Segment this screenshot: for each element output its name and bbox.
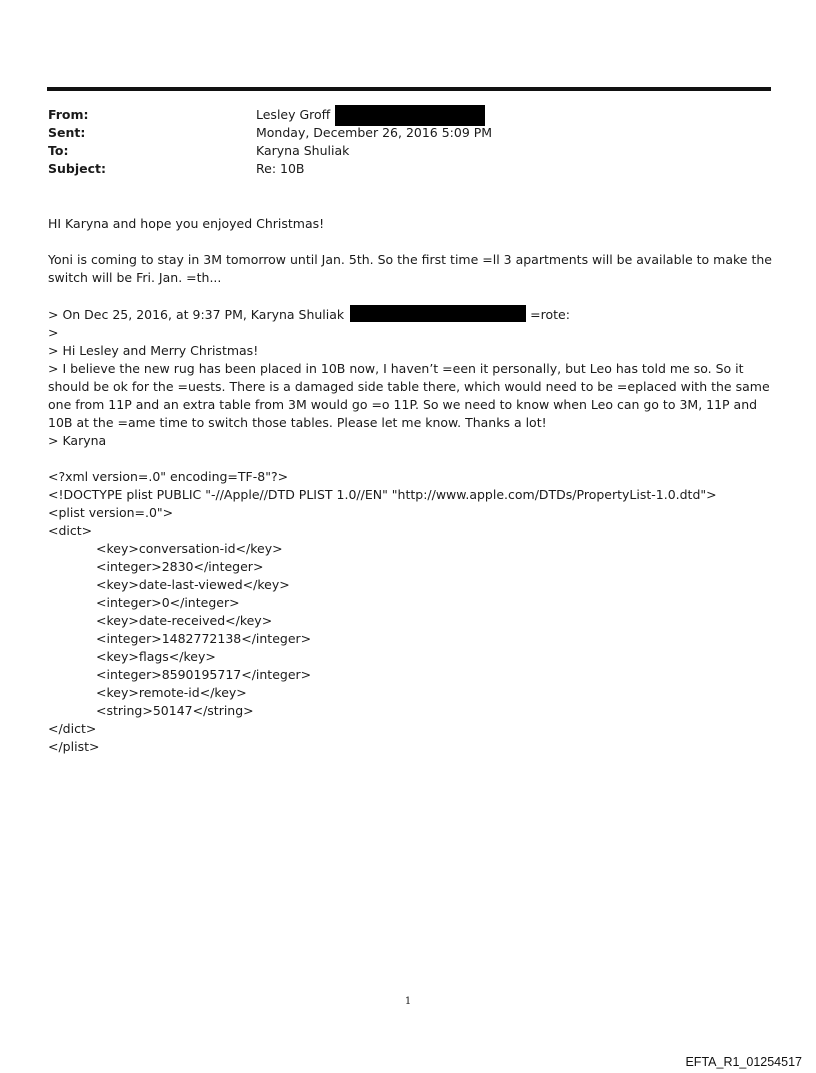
dict-open: <dict> bbox=[48, 523, 93, 538]
subject-label: Subject: bbox=[48, 161, 106, 176]
plist-entry: <key>remote-id</key> bbox=[96, 685, 247, 700]
header-divider bbox=[47, 87, 771, 91]
subject-row bbox=[48, 160, 492, 178]
to-row bbox=[48, 142, 492, 160]
plist-xml-declaration: <?xml version=.0" encoding=TF-8"?> bbox=[48, 469, 289, 484]
greeting: HI Karyna and hope you enjoyed Christmas! bbox=[48, 216, 325, 231]
quote-body: > I believe the new rug has been placed in 10B now, I haven’t =een it personally, but Leo has told me so. So it should be ok for the =uests. There is a damaged side table there, which would need to be =eplaced with the same one from 11P and an extra table from 3M would go =o 11P. So we need to know when Leo can go to 3M, 11P and 10B at the =ame time to switch those tables. Please let me know. Thanks a lot! bbox=[48, 361, 770, 430]
quote-header-prefix: > On Dec 25, 2016, at 9:37 PM, Karyna Shuliak bbox=[48, 307, 345, 322]
subject-value: Re: 10B bbox=[256, 161, 305, 176]
plist-entry: <integer>1482772138</integer> bbox=[96, 631, 312, 646]
from-value: Lesley Groff bbox=[256, 107, 331, 122]
plist-entry: <key>date-last-viewed</key> bbox=[96, 577, 290, 592]
dict-close: </dict> bbox=[48, 721, 97, 736]
sent-value: Monday, December 26, 2016 5:09 PM bbox=[256, 125, 493, 140]
sent-label: Sent: bbox=[48, 125, 86, 140]
page-number: 1 bbox=[404, 996, 412, 1007]
quote-signature: > Karyna bbox=[48, 433, 107, 448]
plist-entry: <integer>8590195717</integer> bbox=[96, 667, 312, 682]
plist-entry: <key>conversation-id</key> bbox=[96, 541, 283, 556]
quote-header-suffix: =rote: bbox=[530, 307, 570, 322]
quote-header bbox=[48, 305, 778, 324]
paragraph-schedule: Yoni is coming to stay in 3M tomorrow until Jan. 5th. So the first time =ll 3 apartments will be available to make the switch will be Fri. Jan. =th... bbox=[48, 252, 772, 285]
to-label: To: bbox=[48, 143, 69, 158]
email-header bbox=[48, 106, 492, 178]
from-label: From: bbox=[48, 107, 89, 122]
plist-entry: <integer>2830</integer> bbox=[96, 559, 264, 574]
plist-open: <plist version=.0"> bbox=[48, 505, 174, 520]
document-id: EFTA_R1_01254517 bbox=[685, 1055, 802, 1069]
plist-close: </plist> bbox=[48, 739, 100, 754]
to-value: Karyna Shuliak bbox=[256, 143, 350, 158]
redaction-box bbox=[350, 305, 526, 322]
plist-entry: <key>date-received</key> bbox=[96, 613, 273, 628]
plist-doctype: <!DOCTYPE plist PUBLIC "-//Apple//DTD PLIST 1.0//EN" "http://www.apple.com/DTDs/PropertyList-1.0.dtd"> bbox=[48, 487, 717, 502]
email-body bbox=[48, 215, 778, 756]
quote-blank: > bbox=[48, 325, 59, 340]
from-row bbox=[48, 106, 492, 124]
plist-entry: <integer>0</integer> bbox=[96, 595, 240, 610]
plist-entry: <key>flags</key> bbox=[96, 649, 216, 664]
sent-row bbox=[48, 124, 492, 142]
redaction-box bbox=[335, 105, 485, 126]
quote-greeting: > Hi Lesley and Merry Christmas! bbox=[48, 343, 259, 358]
plist-entry: <string>50147</string> bbox=[96, 703, 254, 718]
